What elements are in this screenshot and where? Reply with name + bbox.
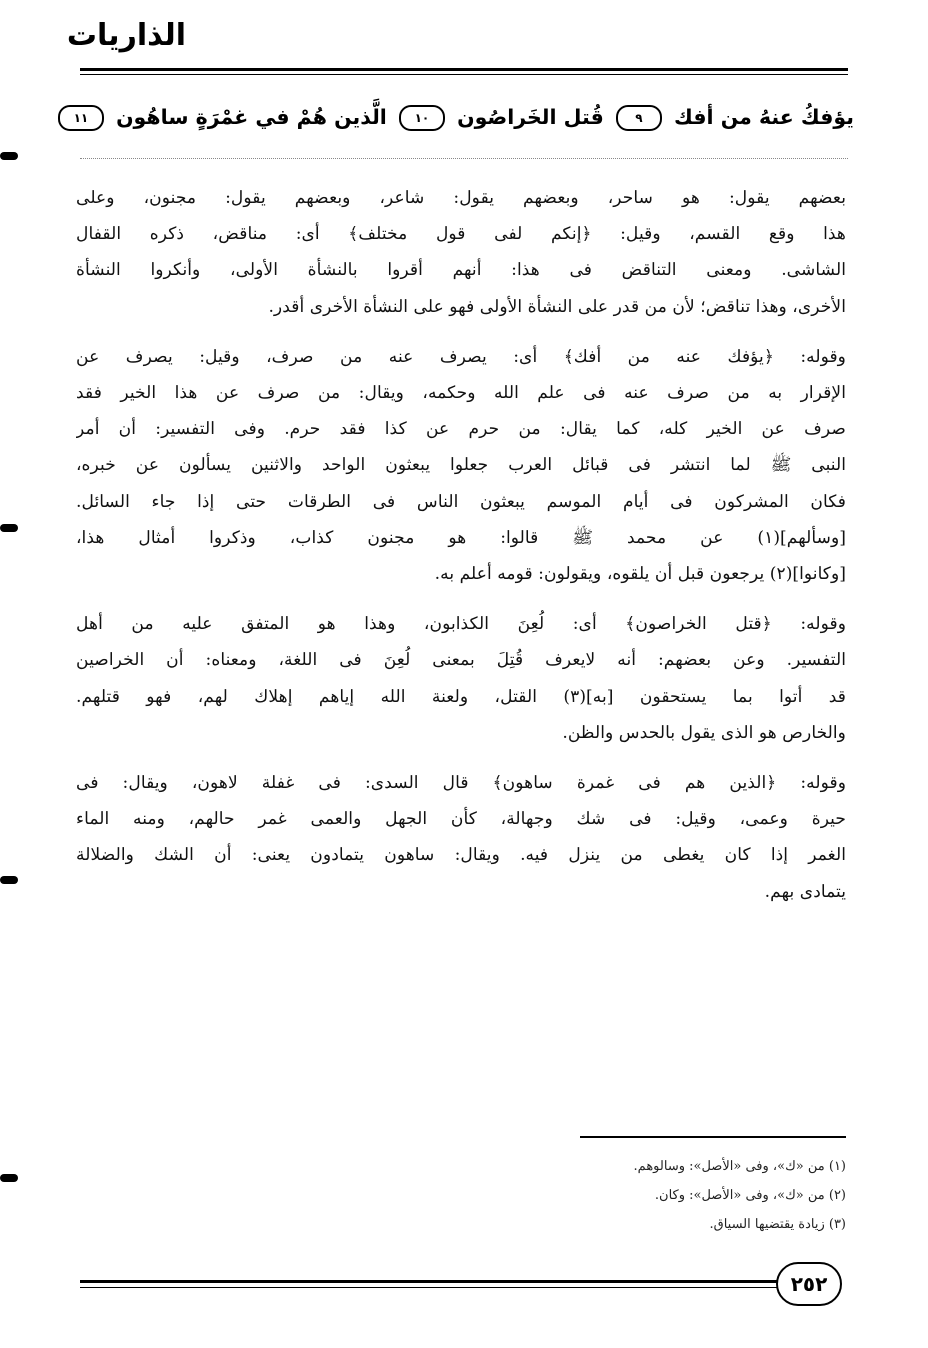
text-line: الأخرى، وهذا تناقض؛ لأن من قدر على النشأة الأولى فهو على النشأة الأخرى أقدر.	[268, 296, 846, 317]
paragraph	[76, 339, 846, 592]
verse-text: قُتل الخَراصُون	[457, 105, 604, 129]
text-line: والخارص هو الذى يقول بالحدس والظن.	[562, 722, 846, 743]
verse-separator	[80, 158, 848, 159]
paragraph	[76, 180, 846, 325]
text-line: فكان المشركون فى أيام الموسم يبعثون الناس فى الطرقات حتى إذا جاء السائل.	[76, 491, 846, 512]
paragraph	[76, 765, 846, 910]
verse-number-marker: ٩	[616, 105, 662, 131]
verse-text: الَّذين هُمْ في غمْرَةٍ ساهُون	[116, 105, 387, 129]
verse-number-marker: ١٠	[399, 105, 445, 131]
text-line: التفسير. وعن بعضهم: أنه لايعرف قُتِلَ بمعنى لُعِنَ فى اللغة، ومعناه: أن الخراصين	[76, 650, 846, 671]
text-line: وقوله: ﴿يؤفك عنه من أفك﴾ أى: يصرف عنه من صرف، وقيل: يصرف عن	[76, 346, 846, 367]
header-rule-top	[80, 68, 848, 71]
footnote: (١) من «ك»، وفى «الأصل»: وسالوهم.	[633, 1159, 846, 1174]
surah-title: الذاريات	[66, 18, 186, 53]
text-line: قد أتوا بما يستحقون [به](٣) القتل، ولعنة الله إياهم إهلاك لهم، فهو قتلهم.	[76, 686, 846, 707]
footnotes	[446, 1152, 846, 1239]
text-line: هذا وقع القسم، وقيل: ﴿إنكم لفى قول مختلف﴾ أى: مناقض، ذكره القفال	[76, 224, 846, 245]
footer-rule-bottom	[80, 1287, 780, 1288]
binding-mark	[0, 1174, 18, 1182]
footer-rule-top	[80, 1280, 780, 1283]
footnote: (٣) زيادة يقتضيها السياق.	[709, 1217, 846, 1232]
binding-mark	[0, 524, 18, 532]
verse-number-marker: ١١	[58, 105, 104, 131]
page-number: ٢٥٢	[776, 1262, 842, 1306]
binding-mark	[0, 876, 18, 884]
text-line: [وكانوا](٢) يرجعون قبل أن يلقوه، ويقولون: قومه أعلم به.	[434, 564, 846, 585]
text-line: حيرة وعمى، وقيل: فى شك وجهالة، كأن الجهل والعمى غمر حالهم، ومنه الماء	[76, 809, 846, 830]
header-rule-bottom	[80, 74, 848, 75]
text-line: الشاشى. ومعنى التناقض فى هذا: أنهم أقروا بالنشأة الأولى، وأنكروا النشأة	[76, 260, 846, 281]
text-line: [وسألهم](١) عن محمد ﷺ قالوا: هو مجنون كذاب، وذكروا أمثال هذا،	[76, 527, 846, 548]
footnote-separator	[580, 1136, 846, 1138]
text-line: وقوله: ﴿قتل الخراصون﴾ أى: لُعِنَ الكذابون، وهذا هو المتفق عليه من أهل	[76, 614, 846, 635]
text-line: الغمر إذا كان يغطى من ينزل فيه. ويقال: ساهون يتمادون يعنى: أن الشك والضلالة	[76, 845, 846, 866]
commentary-text	[76, 180, 846, 924]
text-line: الإقرار به من صرف عنه فى علم الله وحكمه، ويقال: من صرف عن هذا الخير فقد	[76, 383, 846, 404]
quran-verses	[74, 92, 854, 142]
binding-mark	[0, 152, 18, 160]
text-line: وقوله: ﴿الذين هم فى غمرة ساهون﴾ قال السدى: فى غفلة لاهون، ويقال: فى	[76, 773, 846, 794]
paragraph	[76, 606, 846, 751]
verse-text: يؤفكُ عنهُ من أفك	[674, 105, 854, 129]
text-line: صرف عن الخير كله، كما يقال: من حرم عن كذا فقد حرم. وفى التفسير: أن أمر	[76, 419, 846, 440]
text-line: بعضهم يقول: هو ساحر، وبعضهم يقول: شاعر، وبعضهم يقول: مجنون، وعلى	[76, 188, 846, 208]
footnote: (٢) من «ك»، وفى «الأصل»: وكان.	[654, 1188, 846, 1203]
text-line: يتمادى بهم.	[764, 881, 846, 902]
text-line: النبى ﷺ لما انتشر فى قبائل العرب جعلوا يبعثون الواحد والاثنين يسألون عن خبره،	[76, 455, 846, 476]
